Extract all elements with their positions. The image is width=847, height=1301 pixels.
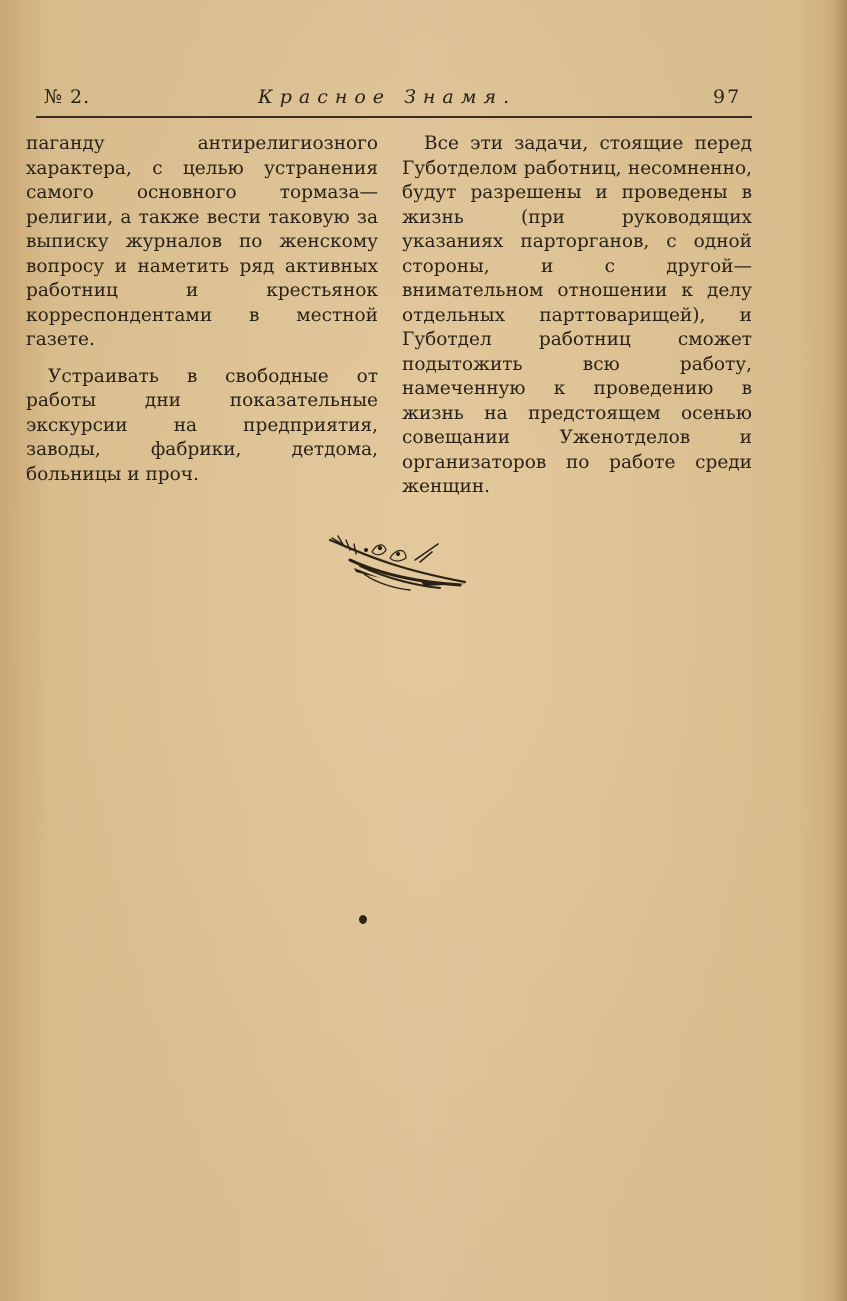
ink-speck — [359, 915, 367, 924]
issue-number: № 2. — [44, 86, 91, 108]
left-paragraph-1: паганду антирелигиозного характера, с целью устранения самого основного тормаза—религии, а также вести таковую за выписку журналов по женскому вопросу и наметить ряд активных работниц и крестьянок корреспондентами в местной газете. — [26, 133, 378, 350]
floral-vignette-icon — [320, 530, 470, 595]
page-number: 97 — [713, 86, 742, 108]
running-header — [30, 86, 770, 116]
right-paragraph-1: Все эти задачи, стоящие перед Губотделом работниц, несомненно, будут разрешены и проведены в жизнь (при руководящих указаниях парторганов, с одной стороны, и с другой—внимательном отношении к делу отдельных парттоварищей), и Губотдел работниц сможет подытожить всю работу, намеченную к проведению в жизнь на предстоящем осенью совещании Уженотделов и организаторов по работе среди женщин. — [402, 133, 752, 497]
left-paragraph-2: Устраивать в свободные от работы дни показательные экскурсии на предприятия, заводы, фабрики, детдома, больницы и проч. — [26, 365, 378, 485]
header-rule — [36, 116, 752, 118]
journal-title: Красное Знамя. — [258, 86, 517, 108]
right-column — [402, 132, 752, 512]
page-edge-shadow — [833, 0, 847, 1301]
left-column — [26, 132, 378, 499]
